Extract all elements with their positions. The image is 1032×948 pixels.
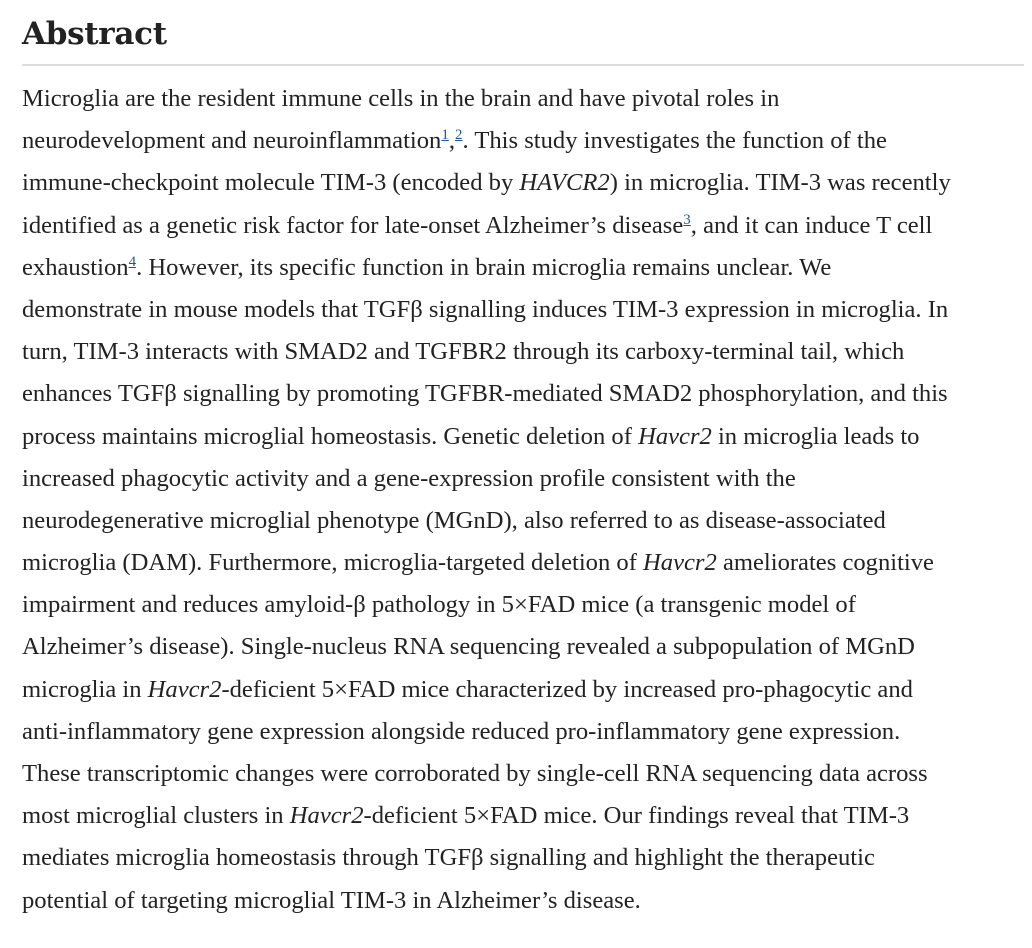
abstract-line [22,542,1024,584]
citation-link[interactable]: 4 [128,253,137,270]
abstract-text: -deficient 5×FAD mice. Our findings reveal that TIM-3 [363,802,910,830]
abstract-line [22,162,1024,204]
abstract-text: ameliorates cognitive [716,549,934,577]
abstract-text: -deficient 5×FAD mice characterized by increased pro-phagocytic and [221,675,913,703]
abstract-text: , and it can induce T cell [690,211,933,239]
abstract-text: These transcriptomic changes were corroborated by single-cell RNA sequencing data across [22,760,928,787]
abstract-line [22,120,1024,162]
abstract-text: Alzheimer’s disease). Single-nucleus RNA sequencing revealed a subpopulation of MGnD [22,633,915,661]
abstract-line [22,880,1024,922]
abstract-line [22,416,1024,458]
abstract-heading: Abstract [22,14,1024,66]
abstract-text: process maintains microglial homeostasis. Genetic deletion of [22,422,639,450]
abstract-text: increased phagocytic activity and a gene-expression profile consistent with the [22,464,796,492]
abstract-text: identified as a genetic risk factor for late-onset Alzheimer’s disease [22,211,684,239]
abstract-text: microglia in [22,675,148,703]
citation-link[interactable]: 1 [441,127,449,144]
gene-name: HAVCR2 [519,169,610,197]
abstract-line [22,795,1024,837]
abstract-text: enhances TGFβ signalling by promoting TGFBR-mediated SMAD2 phosphorylation, and this [22,380,948,408]
abstract-body [22,78,1024,922]
gene-name: Havcr2 [643,549,717,577]
abstract-line [22,669,1024,711]
abstract-text: , [448,127,455,155]
abstract-line [22,373,1024,415]
gene-name: Havcr2 [289,802,364,830]
abstract-text: most microglial clusters in [22,802,290,830]
citation-link[interactable]: 3 [683,211,691,228]
abstract-line [22,626,1024,668]
abstract-section [22,14,1024,922]
abstract-text: Microglia are the resident immune cells in the brain and have pivotal roles in [22,85,780,112]
abstract-text: ) in microglia. TIM-3 was recently [609,169,951,197]
abstract-line [22,753,1024,795]
abstract-line [22,711,1024,753]
abstract-line [22,458,1024,500]
citation-link[interactable]: 2 [455,127,463,144]
abstract-text: neurodevelopment and neuroinflammation [22,127,442,155]
abstract-line [22,331,1024,373]
gene-name: Havcr2 [638,422,712,450]
gene-name: Havcr2 [147,675,222,703]
abstract-text: neurodegenerative microglial phenotype (MGnD), also referred to as disease-associated [22,506,886,534]
abstract-text: demonstrate in mouse models that TGFβ signalling induces TIM-3 expression in microglia. In [22,295,949,323]
abstract-line [22,584,1024,626]
abstract-text: impairment and reduces amyloid-β pathology in 5×FAD mice (a transgenic model of [22,591,856,619]
abstract-line [22,289,1024,331]
abstract-line [22,837,1024,879]
abstract-text: mediates microglia homeostasis through TGFβ signalling and highlight the therapeutic [22,844,875,872]
abstract-text: . This study investigates the function of the [462,127,887,155]
abstract-line [22,247,1024,289]
abstract-text: turn, TIM-3 interacts with SMAD2 and TGFBR2 through its carboxy-terminal tail, which [22,338,905,366]
abstract-text: immune-checkpoint molecule TIM-3 (encoded by [22,169,520,197]
abstract-text: anti-inflammatory gene expression alongside reduced pro-inflammatory gene expression. [22,717,901,745]
abstract-text: potential of targeting microglial TIM-3 in Alzheimer’s disease. [22,886,641,914]
abstract-line [22,205,1024,247]
abstract-text: microglia (DAM). Furthermore, microglia-targeted deletion of [22,549,644,577]
abstract-text: in microglia leads to [711,422,920,450]
abstract-text: exhaustion [22,253,129,281]
abstract-line [22,500,1024,542]
abstract-line [22,78,1024,120]
abstract-text: . However, its specific function in brain microglia remains unclear. We [136,253,832,281]
